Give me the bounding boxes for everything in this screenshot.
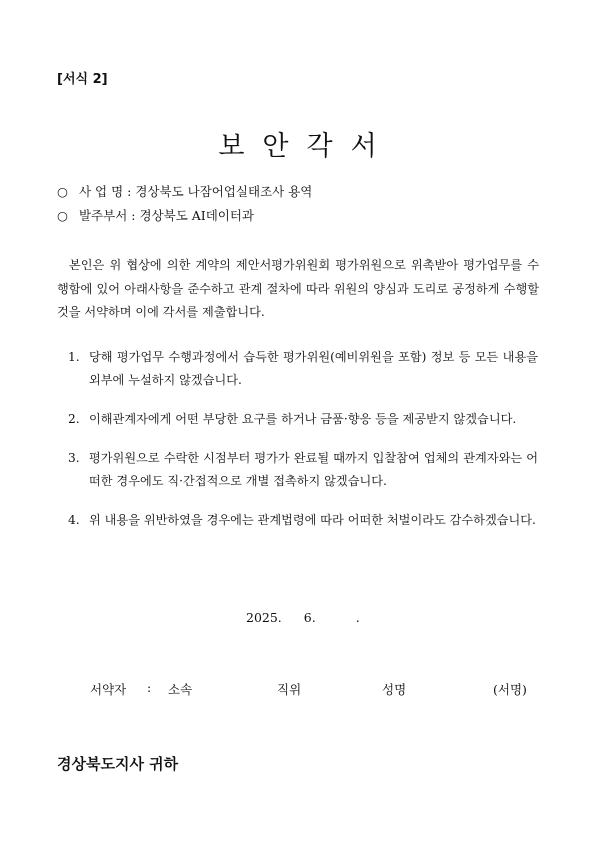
pledge-item (68, 408, 538, 431)
addressee: 경상북도지사 귀하 (57, 755, 179, 773)
seal-label: (서명) (493, 682, 527, 697)
date-month: 6. (303, 610, 316, 625)
intro-paragraph: 본인은 위 협상에 의한 계약의 제안서평가위원회 평가위원으로 위촉받아 평가업무를 수행함에 있어 아래사항을 준수하고 관계 절차에 따라 위원의 양심과 도리로 공정하게 수행할 것을 서약하며 이에 각서를 제출합니다. (57, 258, 539, 319)
ordering-dept-value: : 경상북도 AI데이터과 (131, 208, 255, 223)
circle-bullet-icon: ○ (57, 184, 68, 199)
signer-colon: : (147, 680, 152, 695)
pledge-number: 2. (68, 412, 80, 426)
project-name-label: 사 업 명 (78, 184, 124, 199)
ordering-dept-row (57, 206, 254, 224)
pledge-number: 3. (68, 451, 80, 465)
pledge-item (68, 509, 538, 532)
affiliation-label: 소속 (168, 682, 193, 697)
circle-bullet-icon: ○ (57, 208, 68, 223)
page-title: 보안각서 (218, 131, 395, 162)
date-line (246, 610, 360, 625)
pledge-number: 4. (68, 513, 80, 527)
pledge-text: 당해 평가업무 수행과정에서 습득한 평가위원(예비위원을 포함) 정보 등 모든 내용을 외부에 누설하지 않겠습니다. (89, 350, 538, 387)
ordering-dept-label: 발주부서 (78, 208, 128, 223)
pledge-list (68, 346, 538, 548)
pledge-text: 평가위원으로 수락한 시점부터 평가가 완료될 때까지 입찰참여 업체의 관계자와는 어떠한 경우에도 직·간접적으로 개별 접촉하지 않겠습니다. (89, 451, 538, 488)
signer-label: 서약자 (90, 682, 127, 697)
pledge-text: 위 내용을 위반하였을 경우에는 관계법령에 따라 어떠한 처벌이라도 감수하겠습니다. (89, 513, 536, 527)
pledge-text: 이해관계자에게 어떤 부당한 요구를 하거나 금품·향응 등을 제공받지 않겠습니다. (89, 412, 517, 426)
form-number: [서식 2] (57, 72, 108, 87)
name-label: 성명 (382, 682, 407, 697)
project-name-row (57, 182, 312, 200)
date-year: 2025. (246, 610, 282, 625)
project-name-value: : 경상북도 나잠어업실태조사 용역 (127, 184, 313, 199)
pledge-item (68, 447, 538, 493)
date-day: . (355, 610, 360, 625)
pledge-number: 1. (68, 350, 80, 364)
position-label: 직위 (277, 682, 302, 697)
pledge-item (68, 346, 538, 392)
